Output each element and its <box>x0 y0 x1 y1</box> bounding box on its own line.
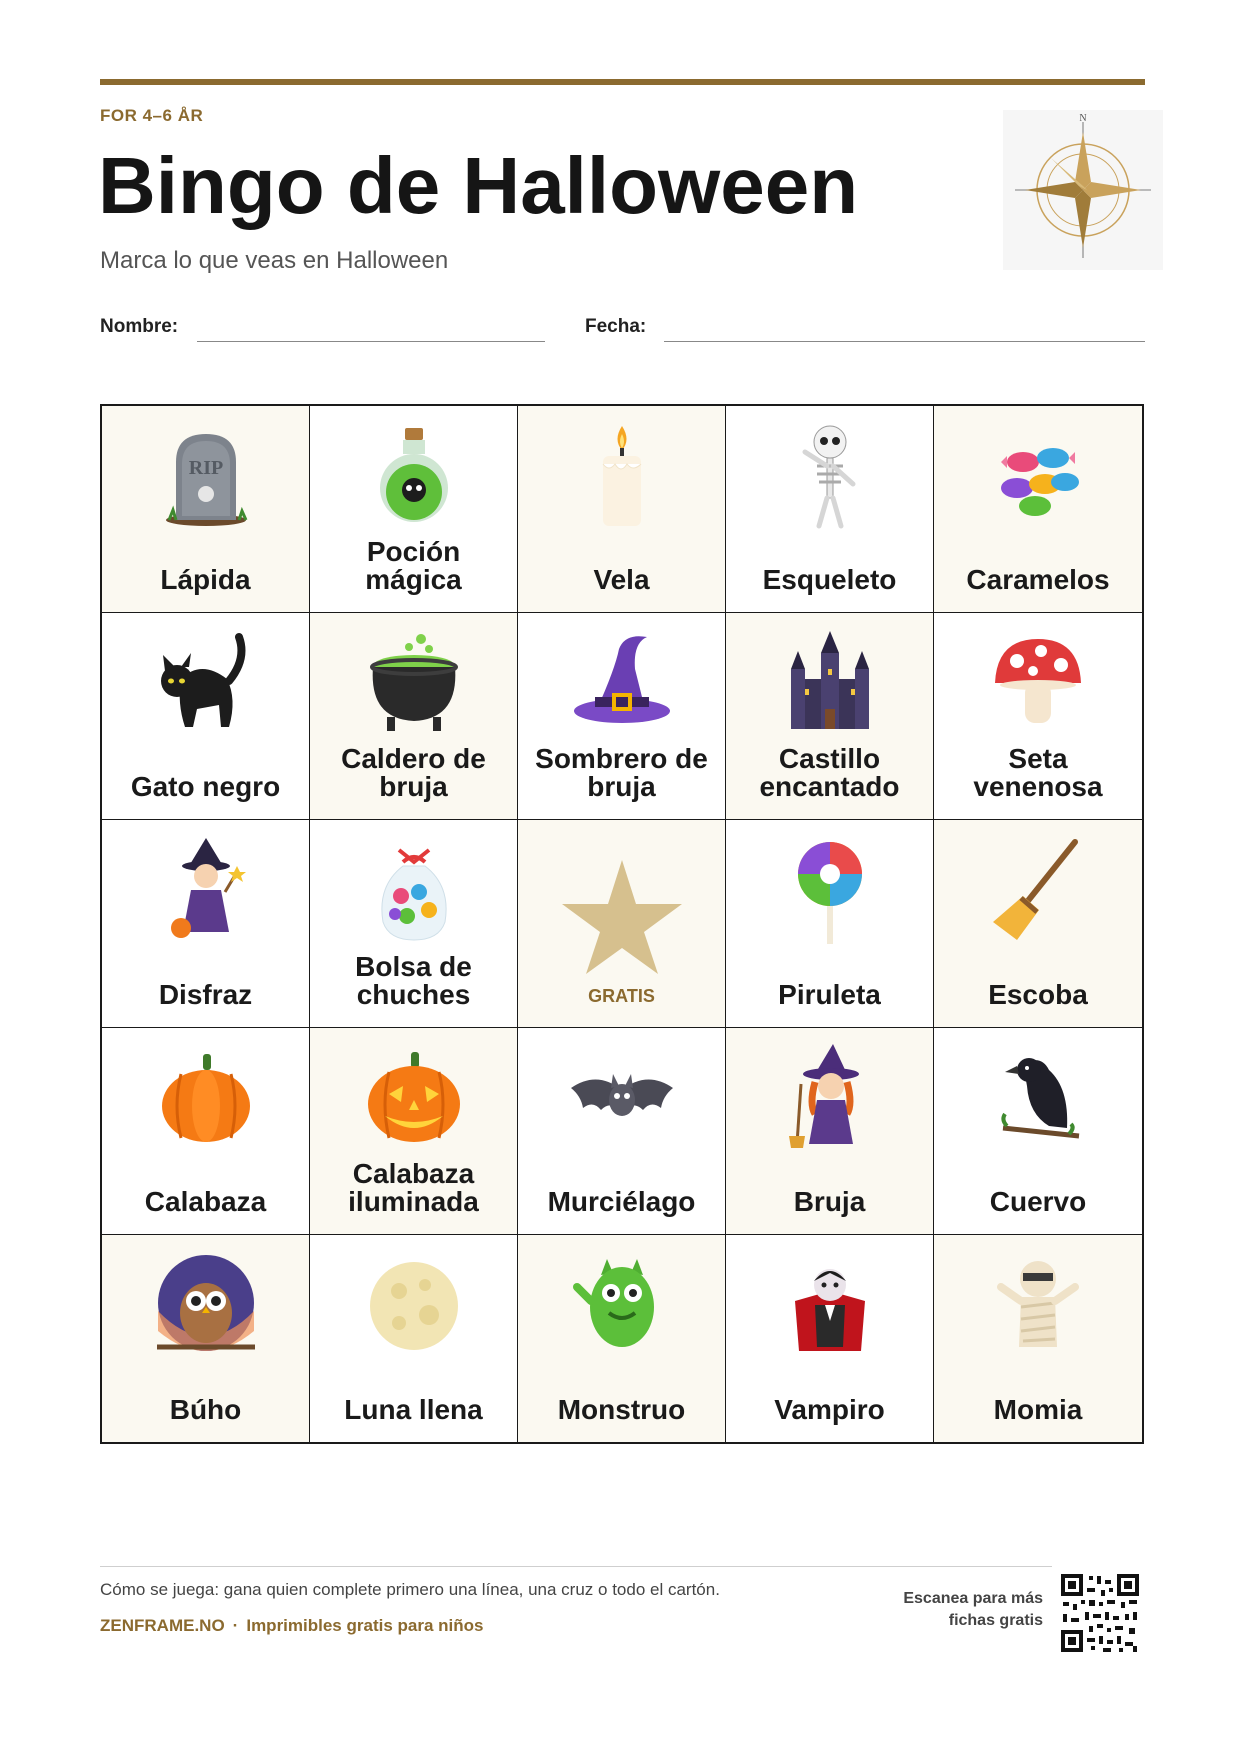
bingo-cell[interactable] <box>934 613 1142 820</box>
cell-label: Bolsa de chuches <box>355 950 472 1010</box>
crow-icon <box>983 1044 1093 1154</box>
bingo-cell[interactable] <box>310 1235 518 1442</box>
bingo-cell[interactable] <box>934 406 1142 613</box>
cell-label: Castillo encantado <box>759 743 900 803</box>
scan-line-1: Escanea para más <box>903 1590 1043 1607</box>
skeleton-icon <box>775 422 885 532</box>
bingo-cell[interactable] <box>310 1028 518 1235</box>
bingo-cell[interactable] <box>310 406 518 613</box>
cell-label: Momia <box>993 1393 1083 1425</box>
top-accent-bar <box>100 79 1145 85</box>
candle-icon <box>567 422 677 532</box>
mushroom-icon <box>983 629 1093 739</box>
cell-label: Caramelos <box>966 564 1110 596</box>
bingo-cell[interactable] <box>102 406 310 613</box>
bingo-cell[interactable] <box>102 1028 310 1235</box>
full-moon-icon <box>359 1251 469 1361</box>
cell-label: Monstruo <box>557 1393 686 1425</box>
bingo-cell[interactable] <box>726 1028 934 1235</box>
age-label: FOR 4–6 ÅR <box>100 106 204 125</box>
bingo-cell[interactable] <box>518 613 726 820</box>
bingo-cell[interactable] <box>102 820 310 1027</box>
cell-label: Murciélago <box>547 1185 696 1217</box>
free-label: GRATIS <box>588 985 655 1006</box>
footer-brand <box>100 1616 483 1636</box>
qr-code-icon[interactable] <box>1059 1572 1141 1654</box>
bingo-cell-free[interactable] <box>518 820 726 1027</box>
cell-label: Sombrero de bruja <box>535 743 708 803</box>
witch-hat-icon <box>567 629 677 739</box>
owl-icon <box>151 1251 261 1361</box>
name-field[interactable] <box>197 341 545 342</box>
bingo-cell[interactable] <box>934 1235 1142 1442</box>
bingo-cell[interactable] <box>518 406 726 613</box>
page-subtitle: Marca lo que veas en Halloween <box>100 247 449 274</box>
page-title: Bingo de Halloween <box>98 141 859 230</box>
cell-label: Disfraz <box>158 978 253 1010</box>
cell-label: Vampiro <box>774 1393 885 1425</box>
cell-label: Escoba <box>988 978 1088 1010</box>
cell-label: Bruja <box>793 1185 866 1217</box>
bingo-cell[interactable] <box>102 1235 310 1442</box>
bingo-cell[interactable] <box>934 820 1142 1027</box>
svg-text:RIP: RIP <box>188 457 223 479</box>
cauldron-icon <box>359 629 469 739</box>
costume-icon <box>151 836 261 946</box>
bingo-cell[interactable] <box>726 406 934 613</box>
cell-label: Calabaza <box>144 1185 267 1217</box>
bingo-cell[interactable] <box>310 613 518 820</box>
bingo-cell[interactable] <box>726 1235 934 1442</box>
bingo-cell[interactable] <box>102 613 310 820</box>
vampire-icon <box>775 1251 885 1361</box>
lollipop-icon <box>775 836 885 946</box>
star-icon <box>560 858 684 976</box>
bingo-cell[interactable] <box>518 1235 726 1442</box>
cell-label: Piruleta <box>778 978 881 1010</box>
site-link[interactable]: ZENFRAME.NO <box>100 1616 225 1635</box>
name-label: Nombre: <box>100 316 179 337</box>
brand-separator: · <box>232 1616 239 1635</box>
bat-icon <box>567 1044 677 1154</box>
witch-icon <box>775 1044 885 1154</box>
bingo-grid <box>100 404 1144 1444</box>
cell-label: Gato negro <box>130 771 281 803</box>
cell-label: Seta venenosa <box>973 743 1103 803</box>
mummy-icon <box>983 1251 1093 1361</box>
candies-icon <box>983 422 1093 532</box>
bingo-cell[interactable] <box>310 820 518 1027</box>
cell-label: Calabaza iluminada <box>348 1157 479 1217</box>
tombstone-icon <box>151 422 261 532</box>
candy-bag-icon <box>359 836 469 946</box>
bingo-cell[interactable] <box>726 820 934 1027</box>
date-field[interactable] <box>664 341 1145 342</box>
potion-icon <box>359 422 469 532</box>
footer-divider <box>100 1566 1052 1567</box>
cell-label: Búho <box>169 1393 242 1425</box>
monster-icon <box>567 1251 677 1361</box>
cell-label: Poción mágica <box>365 536 462 596</box>
bingo-cell[interactable] <box>518 1028 726 1235</box>
bingo-cell[interactable] <box>934 1028 1142 1235</box>
scan-line-2: fichas gratis <box>948 1612 1043 1629</box>
broom-icon <box>983 836 1093 946</box>
scan-text <box>870 1588 1043 1632</box>
date-label: Fecha: <box>585 316 647 337</box>
castle-icon <box>775 629 885 739</box>
how-to-play: Cómo se juega: gana quien complete primero una línea, una cruz o todo el cartón. <box>100 1580 720 1599</box>
svg-text:N: N <box>1079 113 1087 124</box>
cell-label: Lápida <box>160 564 251 596</box>
cell-label: Cuervo <box>989 1185 1087 1217</box>
bingo-cell[interactable] <box>726 613 934 820</box>
jack-o-lantern-icon <box>359 1044 469 1154</box>
compass-rose-icon <box>1003 110 1163 270</box>
cell-label: Luna llena <box>344 1393 483 1425</box>
pumpkin-icon <box>151 1044 261 1154</box>
cell-label: Esqueleto <box>762 564 897 596</box>
tagline: Imprimibles gratis para niños <box>246 1616 484 1635</box>
cell-label: Vela <box>593 564 650 596</box>
black-cat-icon <box>151 629 261 739</box>
cell-label: Caldero de bruja <box>341 743 486 803</box>
